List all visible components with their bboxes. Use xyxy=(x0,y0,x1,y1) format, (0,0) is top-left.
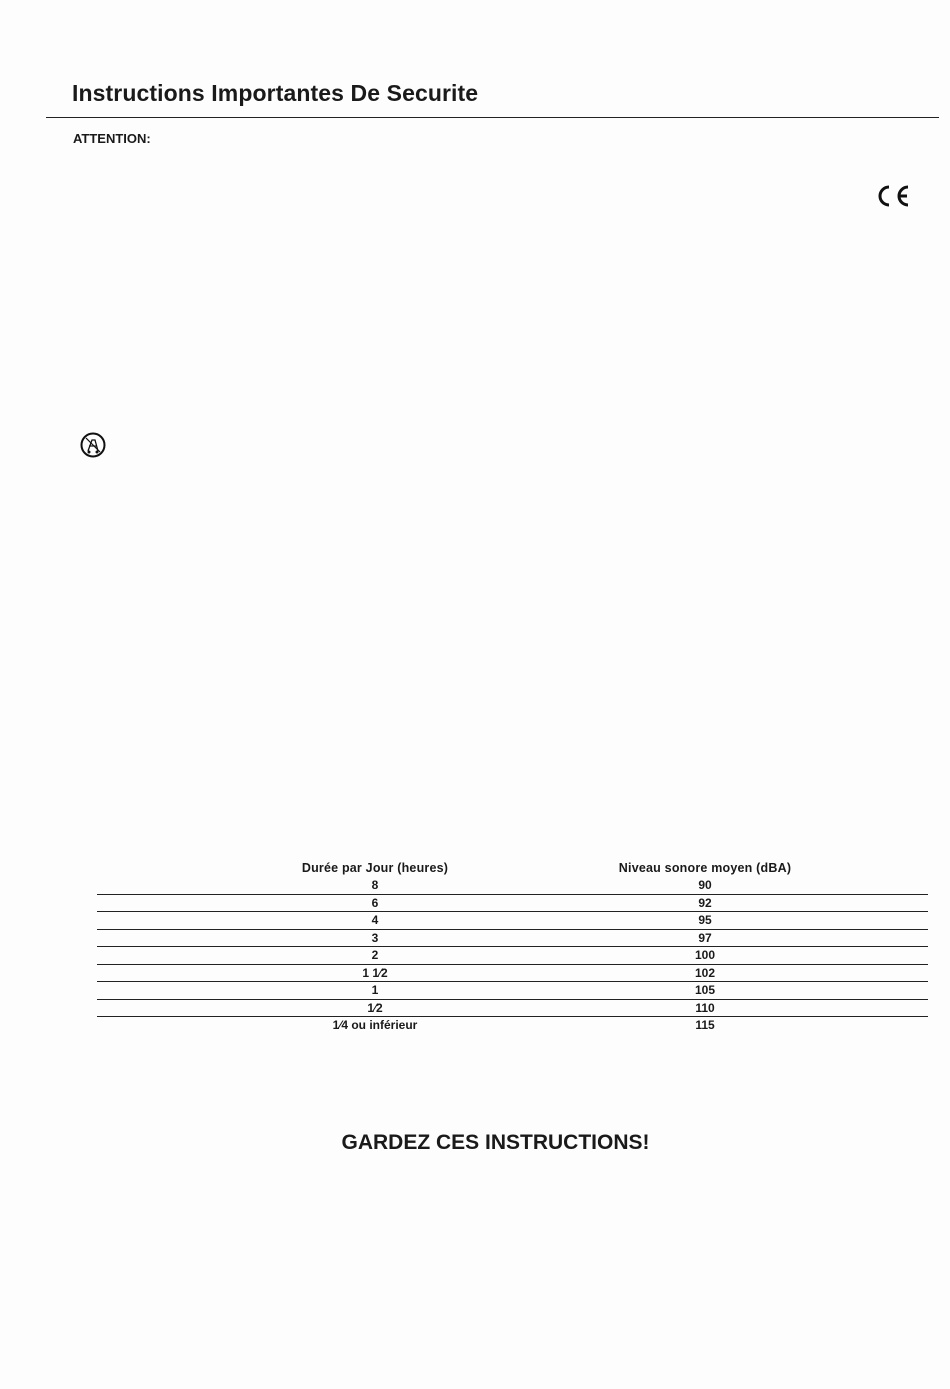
cart-tip-warning-icon xyxy=(80,432,106,458)
level-cell: 90 xyxy=(698,878,712,892)
attention-label: ATTENTION: xyxy=(73,131,151,146)
table-row xyxy=(97,947,928,965)
duration-cell: 1⁄2 xyxy=(367,1000,383,1015)
level-cell: 105 xyxy=(694,983,716,997)
table-row xyxy=(97,895,928,913)
duration-cell: 6 xyxy=(371,895,379,910)
level-cell: 115 xyxy=(695,1018,715,1032)
table-header-duration: Durée par Jour (heures) xyxy=(301,861,449,875)
duration-cell: 8 xyxy=(371,878,379,892)
table-header-level: Niveau sonore moyen (dBA) xyxy=(618,861,792,875)
level-cell: 102 xyxy=(694,965,716,980)
noise-exposure-table xyxy=(97,877,928,1034)
table-row xyxy=(97,930,928,948)
level-cell: 97 xyxy=(698,930,712,945)
table-row xyxy=(97,912,928,930)
duration-cell: 1⁄4 ou inférieur xyxy=(332,1018,418,1032)
keep-instructions-heading: GARDEZ CES INSTRUCTIONS! xyxy=(341,1131,650,1154)
duration-cell: 1 1⁄2 xyxy=(362,965,388,980)
table-row xyxy=(97,877,928,895)
title-divider xyxy=(46,117,939,118)
ce-mark-icon xyxy=(874,184,912,208)
table-row xyxy=(97,1017,928,1034)
level-cell: 100 xyxy=(694,948,716,962)
table-row xyxy=(97,1000,928,1018)
level-cell: 110 xyxy=(695,1000,715,1015)
level-cell: 92 xyxy=(698,895,712,910)
table-row xyxy=(97,982,928,1000)
duration-cell: 1 xyxy=(371,983,379,997)
table-row xyxy=(97,965,928,983)
page-title: Instructions Importantes De Securite xyxy=(72,80,479,106)
duration-cell: 2 xyxy=(371,948,379,962)
duration-cell: 4 xyxy=(371,913,379,927)
duration-cell: 3 xyxy=(371,930,379,945)
level-cell: 95 xyxy=(698,913,712,927)
